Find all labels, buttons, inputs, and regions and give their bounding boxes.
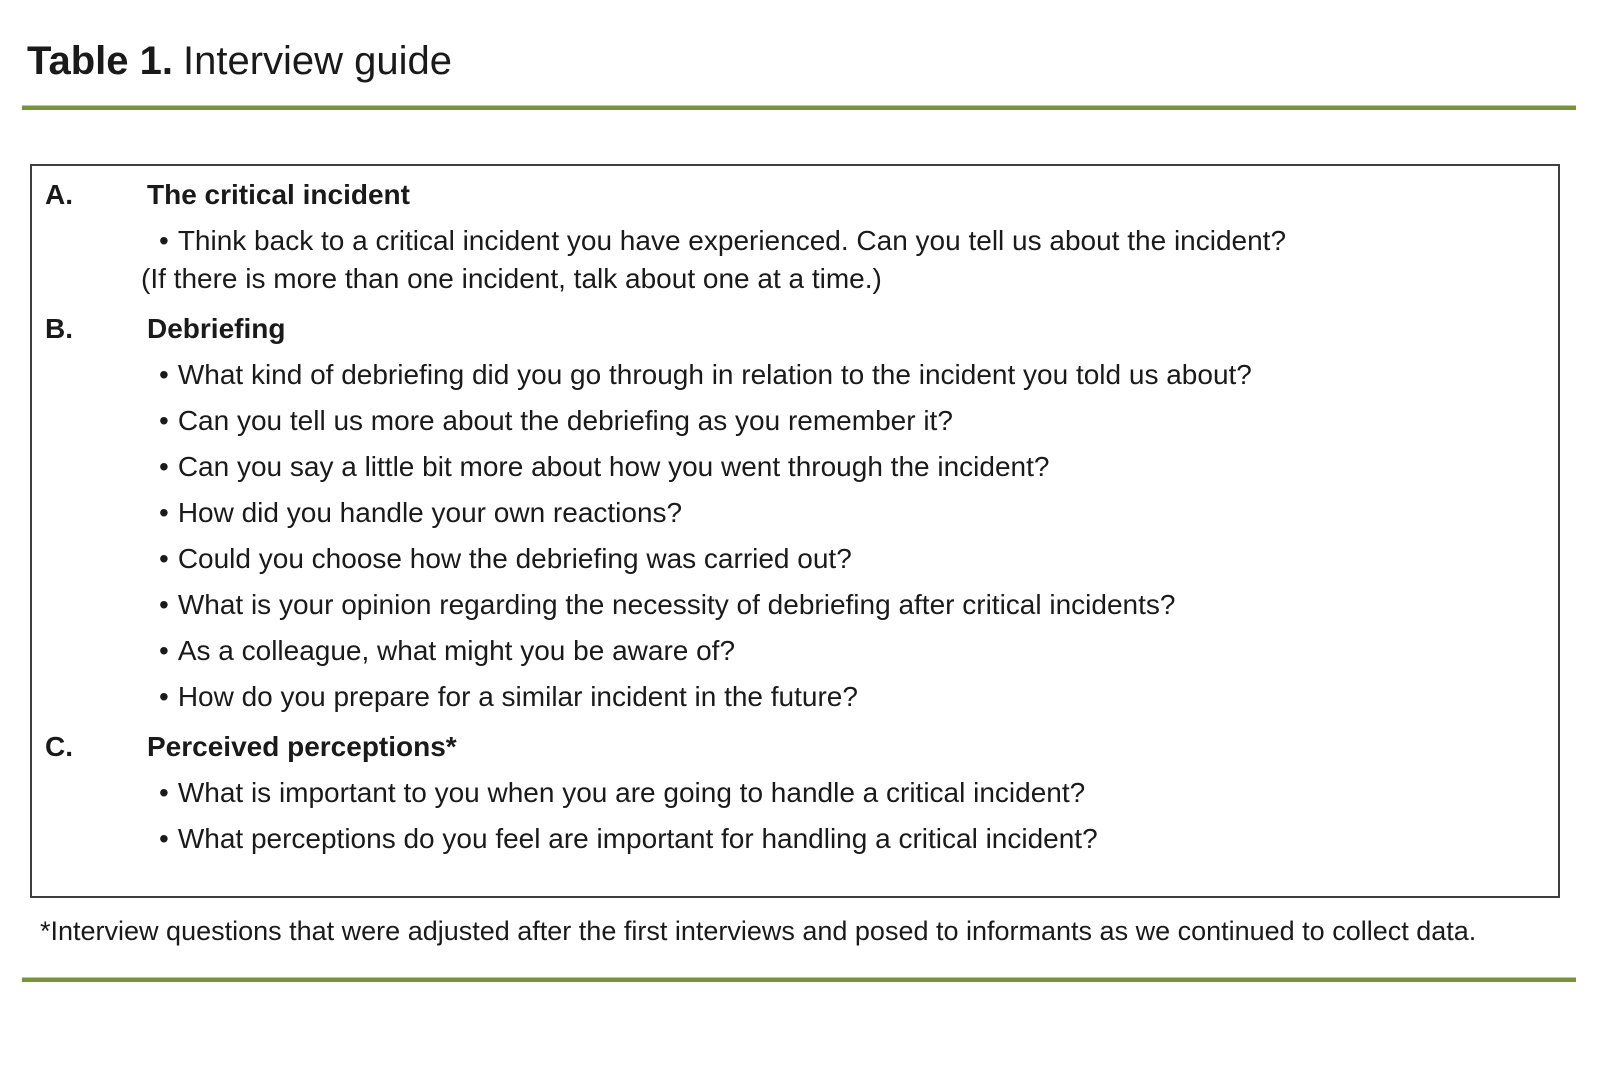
question-item bbox=[45, 540, 1538, 578]
section-header bbox=[45, 176, 1538, 214]
question-text: Can you say a little bit more about how you went through the incident? bbox=[177, 451, 1050, 482]
section-a-critical-incident bbox=[45, 176, 1538, 298]
question-text: What perceptions do you feel are important for handling a critical incident? bbox=[177, 823, 1098, 854]
question-item bbox=[45, 774, 1538, 812]
question-item bbox=[45, 356, 1538, 394]
question-text: How did you handle your own reactions? bbox=[177, 497, 683, 528]
question-text: Can you tell us more about the debriefing as you remember it? bbox=[177, 405, 953, 436]
bullet-icon: • bbox=[159, 359, 169, 390]
bullet-icon: • bbox=[159, 635, 169, 666]
question-item bbox=[45, 222, 1538, 260]
bottom-divider-rule bbox=[22, 977, 1576, 982]
table-caption-number: Table 1. bbox=[27, 39, 173, 83]
question-text: What is your opinion regarding the necessity of debriefing after critical incidents? bbox=[177, 589, 1176, 620]
question-text: As a colleague, what might you be aware of? bbox=[177, 635, 736, 666]
question-text: How do you prepare for a similar incident in the future? bbox=[177, 681, 858, 712]
section-letter: B. bbox=[45, 313, 73, 344]
section-b-debriefing bbox=[45, 310, 1538, 716]
top-divider-rule bbox=[22, 105, 1576, 110]
bullet-icon: • bbox=[159, 681, 169, 712]
bullet-icon: • bbox=[159, 543, 169, 574]
bullet-icon: • bbox=[159, 777, 169, 808]
table-footnote: *Interview questions that were adjusted after the first interviews and posed to informants as we continued to collect data. bbox=[40, 916, 1477, 946]
table-caption bbox=[27, 36, 1600, 86]
question-item bbox=[45, 494, 1538, 532]
question-item bbox=[45, 586, 1538, 624]
section-heading: Debriefing bbox=[147, 313, 286, 344]
question-text: What is important to you when you are going to handle a critical incident? bbox=[177, 777, 1086, 808]
bullet-icon: • bbox=[159, 225, 169, 256]
bullet-icon: • bbox=[159, 405, 169, 436]
question-item bbox=[45, 678, 1538, 716]
question-continuation: (If there is more than one incident, talk about one at a time.) bbox=[141, 263, 882, 294]
section-heading: Perceived perceptions* bbox=[147, 731, 457, 762]
section-c-perceived-perceptions bbox=[45, 728, 1538, 858]
bullet-icon: • bbox=[159, 823, 169, 854]
section-heading: The critical incident bbox=[147, 179, 410, 210]
question-item bbox=[45, 632, 1538, 670]
document-page bbox=[0, 36, 1600, 982]
section-header bbox=[45, 310, 1538, 348]
interview-guide-table bbox=[30, 164, 1560, 898]
bullet-icon: • bbox=[159, 451, 169, 482]
question-item bbox=[45, 448, 1538, 486]
section-header bbox=[45, 728, 1538, 766]
section-letter: A. bbox=[45, 179, 73, 210]
bullet-icon: • bbox=[159, 589, 169, 620]
question-text: What kind of debriefing did you go through in relation to the incident you told us about? bbox=[177, 359, 1252, 390]
table-caption-text: Interview guide bbox=[182, 39, 453, 83]
question-text: Could you choose how the debriefing was carried out? bbox=[177, 543, 852, 574]
question-text: Think back to a critical incident you have experienced. Can you tell us about the incident? bbox=[177, 225, 1287, 256]
section-letter: C. bbox=[45, 731, 73, 762]
question-item bbox=[45, 402, 1538, 440]
bullet-icon: • bbox=[159, 497, 169, 528]
question-item bbox=[45, 820, 1538, 858]
